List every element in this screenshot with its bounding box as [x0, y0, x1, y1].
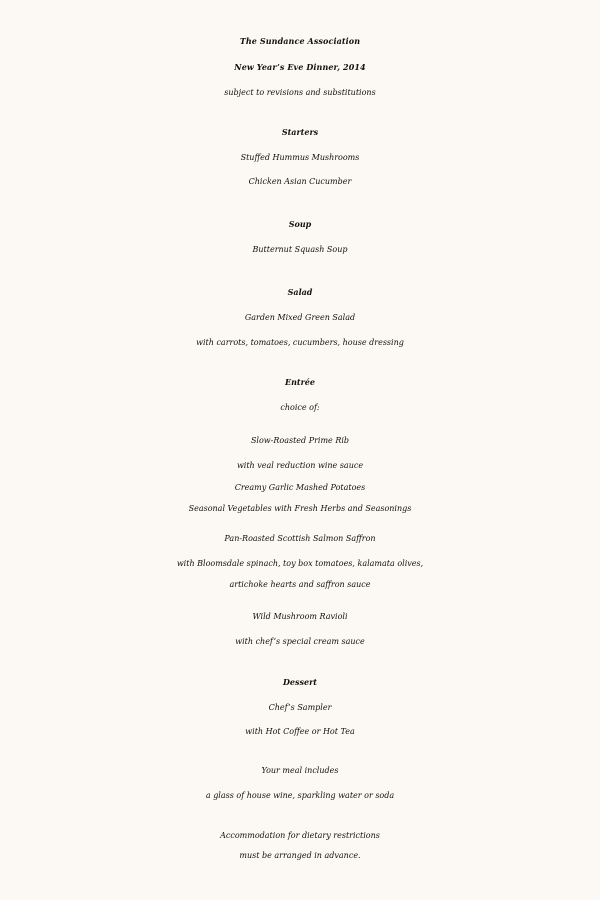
- entree-option-name: Wild Mushroom Ravioli: [252, 612, 348, 621]
- entree-option-detail: Creamy Garlic Mashed Potatoes: [234, 483, 366, 492]
- menu-subtitle: subject to revisions and substitutions: [224, 88, 376, 97]
- entree-option-detail: artichoke hearts and saffron sauce: [229, 580, 371, 589]
- entree-option-name: Pan-Roasted Scottish Salmon Saffron: [224, 534, 376, 543]
- dessert-heading: Dessert: [282, 677, 318, 687]
- menu-title-line-1: The Sundance Association: [239, 36, 361, 46]
- footer-note-line-2: must be arranged in advance.: [239, 851, 361, 860]
- entree-option-detail: with chef’s special cream sauce: [235, 637, 365, 646]
- entree-option-detail: with Bloomsdale spinach, toy box tomatoes, kalamata olives,: [176, 559, 424, 568]
- starters-item: Stuffed Hummus Mushrooms: [240, 153, 360, 162]
- starters-heading: Starters: [281, 127, 319, 137]
- entree-option-detail: with veal reduction wine sauce: [236, 461, 364, 470]
- menu-title-line-2: New Year’s Eve Dinner, 2014: [234, 62, 366, 72]
- includes-line-1: Your meal includes: [261, 766, 339, 775]
- salad-description: with carrots, tomatoes, cucumbers, house dressing: [196, 338, 404, 347]
- entree-choice-label: choice of:: [280, 403, 320, 412]
- footer-note-line-1: Accommodation for dietary restrictions: [220, 831, 380, 840]
- entree-heading: Entrée: [284, 377, 315, 387]
- soup-item: Butternut Squash Soup: [252, 245, 348, 254]
- soup-heading: Soup: [288, 219, 312, 229]
- entree-option-name: Slow-Roasted Prime Rib: [250, 436, 350, 445]
- includes-line-2: a glass of house wine, sparkling water or soda: [205, 791, 395, 800]
- entree-option-detail: Seasonal Vegetables with Fresh Herbs and Seasonings: [188, 504, 412, 513]
- salad-name: Garden Mixed Green Salad: [244, 313, 356, 322]
- starters-item: Chicken Asian Cucumber: [248, 177, 352, 186]
- salad-heading: Salad: [287, 287, 313, 297]
- dessert-description: with Hot Coffee or Hot Tea: [245, 727, 355, 736]
- dessert-name: Chef’s Sampler: [268, 703, 332, 712]
